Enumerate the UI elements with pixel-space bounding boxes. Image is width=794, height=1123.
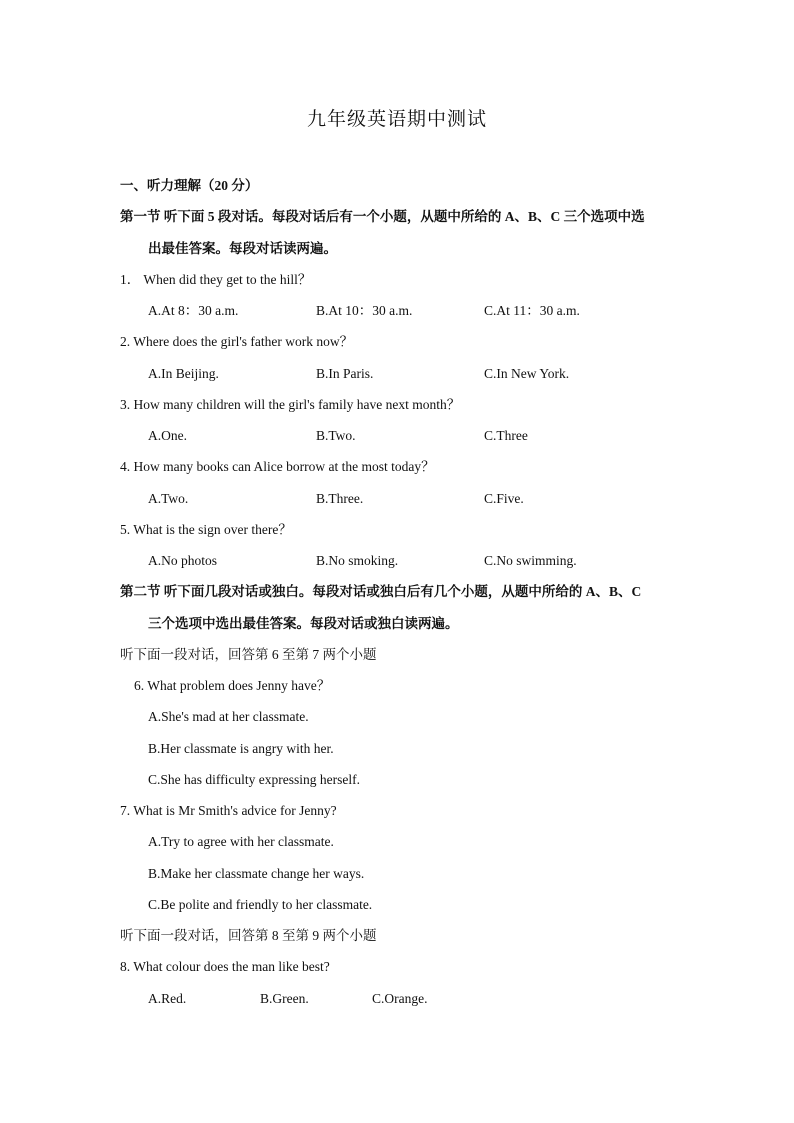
- question-5-option-b: B.No smoking.: [316, 553, 399, 568]
- question-4-option-c: C.Five.: [484, 491, 524, 506]
- group1-intro: 听下面一段对话，回答第 6 至第 7 两个小题: [120, 647, 377, 662]
- group2-intro: 听下面一段对话，回答第 8 至第 9 两个小题: [120, 928, 377, 943]
- question-8-option-a: A.Red.: [148, 991, 187, 1006]
- question-2-option-c: C.In New York.: [484, 366, 570, 381]
- question-2-option-a: A.In Beijing.: [148, 366, 219, 381]
- question-5-option-a: A.No photos: [148, 553, 218, 568]
- question-4: 4. How many books can Alice borrow at the most today？: [120, 459, 435, 474]
- question-5: 5. What is the sign over there？: [120, 522, 292, 537]
- question-3: 3. How many children will the girl's family have next month？: [120, 397, 461, 412]
- question-6-option-b: B.Her classmate is angry with her.: [148, 741, 334, 756]
- question-2-option-b: B.In Paris.: [316, 366, 374, 381]
- question-3-option-c: C.Three: [484, 428, 528, 443]
- section1-instruction-line2: 出最佳答案。每段对话读两遍。: [148, 241, 337, 256]
- question-6-option-a: A.She's mad at her classmate.: [148, 709, 309, 724]
- question-1-option-a: A.At 8：30 a.m.: [148, 303, 239, 318]
- question-7-option-a: A.Try to agree with her classmate.: [148, 834, 334, 849]
- question-5-option-c: C.No swimming.: [484, 553, 577, 568]
- part1-heading: 一、听力理解（20 分）: [120, 178, 259, 193]
- section2-instruction-line2: 三个选项中选出最佳答案。每段对话或独白读两遍。: [148, 616, 459, 631]
- question-1: 1． When did they get to the hill？: [120, 272, 312, 287]
- question-7-option-b: B.Make her classmate change her ways.: [148, 866, 365, 881]
- question-1-option-b: B.At 10：30 a.m.: [316, 303, 413, 318]
- question-8: 8. What colour does the man like best?: [120, 959, 330, 974]
- question-7-option-c: C.Be polite and friendly to her classmate.: [148, 897, 373, 912]
- question-4-option-a: A.Two.: [148, 491, 189, 506]
- question-8-option-c: C.Orange.: [372, 991, 428, 1006]
- question-2: 2. Where does the girl's father work now？: [120, 334, 354, 349]
- question-3-option-b: B.Two.: [316, 428, 356, 443]
- section1-instruction-line1: 第一节 听下面 5 段对话。每段对话后有一个小题，从题中所给的 A、B、C 三个选项中选: [120, 209, 645, 224]
- question-6-option-c: C.She has difficulty expressing herself.: [148, 772, 360, 787]
- question-8-option-b: B.Green.: [260, 991, 309, 1006]
- question-3-option-a: A.One.: [148, 428, 187, 443]
- question-6: 6. What problem does Jenny have？: [134, 678, 331, 693]
- question-1-option-c: C.At 11：30 a.m.: [484, 303, 580, 318]
- question-7: 7. What is Mr Smith's advice for Jenny?: [120, 803, 337, 818]
- section2-instruction-line1: 第二节 听下面几段对话或独白。每段对话或独白后有几个小题，从题中所给的 A、B、C: [120, 584, 642, 599]
- question-4-option-b: B.Three.: [316, 491, 364, 506]
- page-title: 九年级英语期中测试: [306, 109, 487, 130]
